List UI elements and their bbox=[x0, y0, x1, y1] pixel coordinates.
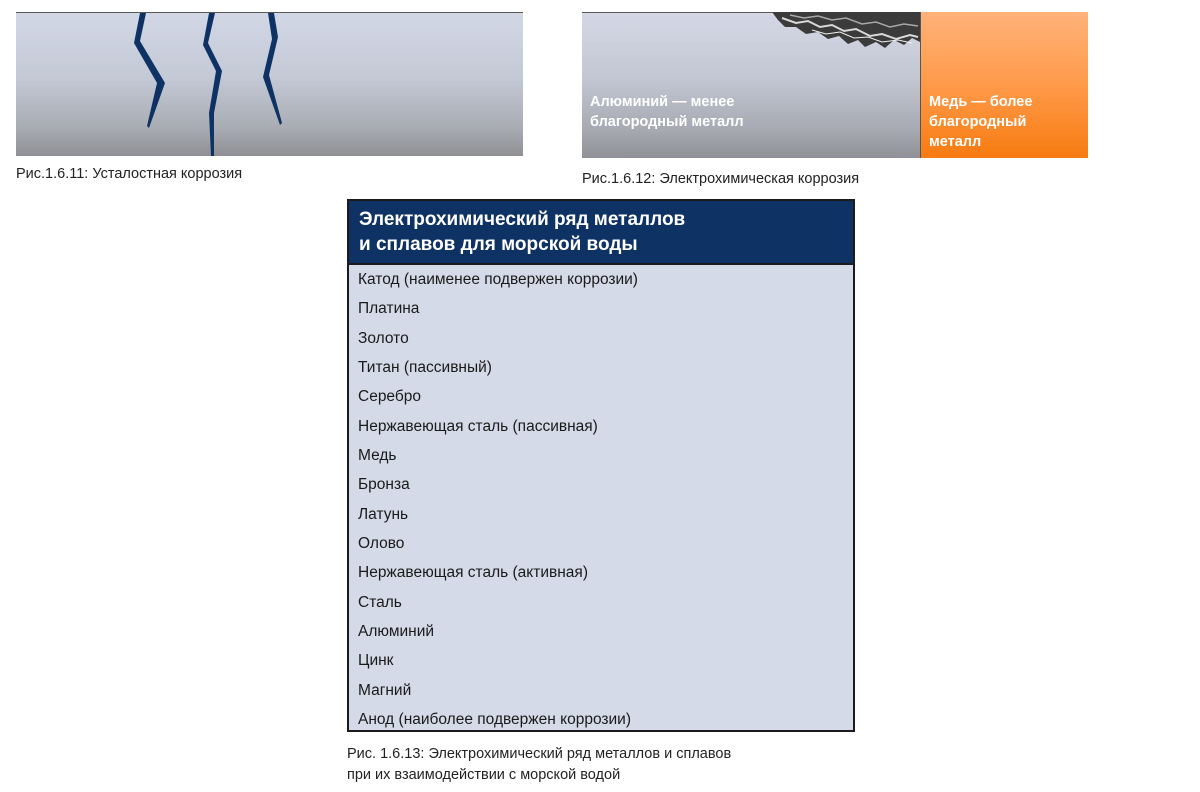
figure-12-caption: Рис.1.6.12: Электрохимическая коррозия bbox=[582, 171, 860, 187]
table-row: Бронза bbox=[358, 476, 410, 494]
figure-13-caption-line-2: при их взаимодействии с морской водой bbox=[347, 767, 621, 783]
galvanic-series-table bbox=[347, 199, 855, 732]
figure-13-caption bbox=[347, 744, 731, 786]
electrochemical-corrosion-illustration bbox=[582, 12, 1088, 158]
table-header bbox=[349, 201, 853, 265]
fatigue-corrosion-illustration bbox=[16, 12, 523, 156]
aluminium-label-line-2: благородный металл bbox=[590, 114, 744, 130]
table-row: Катод (наименее подвержен коррозии) bbox=[358, 271, 638, 288]
crack-2 bbox=[203, 13, 222, 156]
table-row: Титан (пассивный) bbox=[358, 359, 492, 377]
fatigue-cracks-graphic bbox=[16, 13, 523, 156]
table-row: Платина bbox=[358, 300, 420, 318]
figure-11-caption: Рис.1.6.11: Усталостная коррозия bbox=[16, 166, 243, 182]
aluminium-label bbox=[590, 92, 744, 132]
metal-list bbox=[349, 265, 853, 735]
table-row: Цинк bbox=[358, 652, 394, 670]
aluminium-label-line-1: Алюминий — менее bbox=[590, 94, 735, 110]
copper-label-line-2: благородный bbox=[929, 114, 1027, 130]
table-row: Нержавеющая сталь (пассивная) bbox=[358, 417, 598, 435]
table-row: Алюминий bbox=[358, 623, 435, 641]
table-title-line-2: и сплавов для морской воды bbox=[359, 234, 638, 255]
table-row: Анод (наиболее подвержен коррозии) bbox=[358, 711, 631, 729]
table-row: Медь bbox=[358, 447, 397, 465]
table-row: Золото bbox=[358, 329, 409, 347]
table-row: Сталь bbox=[358, 593, 402, 611]
table-title-line-1: Электрохимический ряд металлов bbox=[359, 209, 686, 230]
table-row: Серебро bbox=[358, 388, 421, 406]
figure-13-caption-line-1: Рис. 1.6.13: Электрохимический ряд металлов и сплавов bbox=[347, 746, 732, 762]
table-row: Нержавеющая сталь (активная) bbox=[358, 564, 588, 582]
copper-label bbox=[929, 92, 1032, 152]
crack-1 bbox=[134, 13, 165, 128]
copper-label-line-3: металл bbox=[929, 134, 982, 150]
table-row: Латунь bbox=[358, 505, 409, 523]
table-row: Олово bbox=[358, 535, 405, 553]
table-row: Магний bbox=[358, 681, 412, 699]
crack-3 bbox=[263, 13, 282, 125]
copper-label-line-1: Медь — более bbox=[929, 94, 1033, 110]
